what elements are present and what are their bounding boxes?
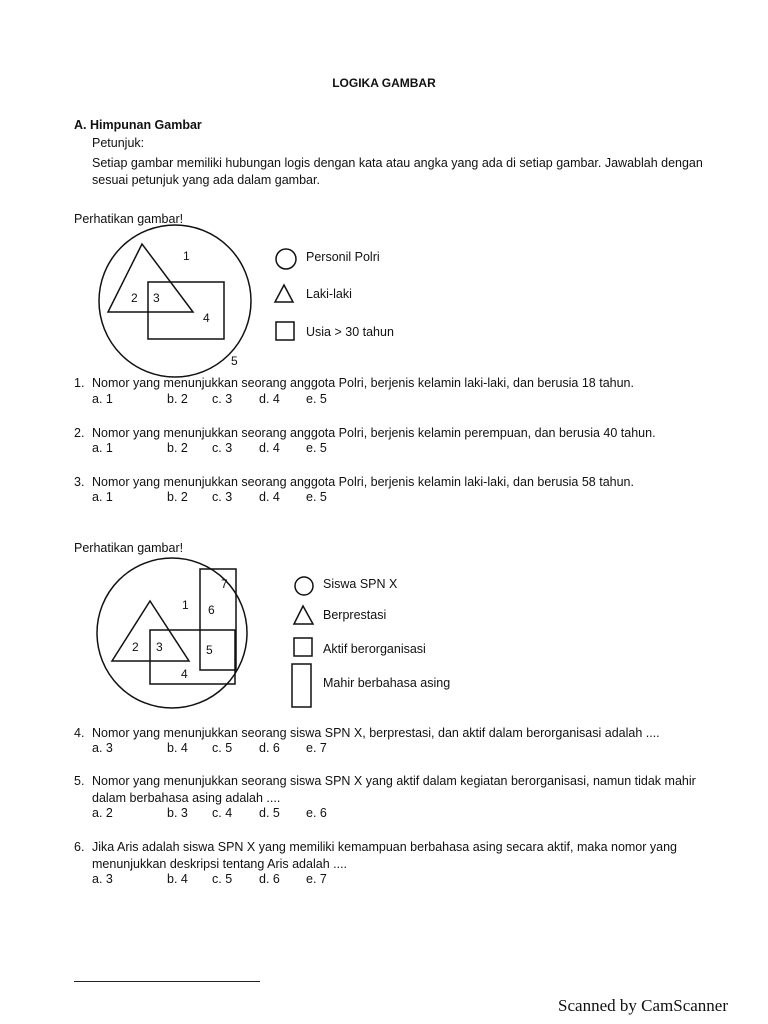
option-c[interactable]: c. 5 [212, 741, 233, 755]
question-text: Nomor yang menunjukkan seorang siswa SPN X yang aktif dalam kegiatan berorganisasi, namun tidak mahir dalam berbahasa asing adalah .... [92, 774, 696, 805]
figure2-prompt: Perhatikan gambar! [74, 541, 184, 555]
option-d[interactable]: d. 5 [259, 806, 280, 820]
option-b[interactable]: b. 2 [167, 490, 188, 504]
option-a[interactable]: a. 3 [92, 741, 113, 755]
region-label: 3 [156, 640, 163, 654]
legend-circle-icon [294, 576, 318, 600]
option-d[interactable]: d. 4 [259, 441, 280, 455]
option-e[interactable]: e. 6 [306, 806, 327, 820]
venn-diagram-1 [90, 233, 290, 373]
question-text: Nomor yang menunjukkan seorang siswa SPN X, berprestasi, dan aktif dalam berorganisasi adalah .... [92, 726, 660, 740]
legend-label: Mahir berbahasa asing [323, 676, 451, 690]
option-c[interactable]: c. 3 [212, 392, 233, 406]
region-label: 2 [131, 291, 138, 305]
question-number: 1. [74, 376, 85, 390]
region-label: 6 [208, 603, 215, 617]
region-label: 3 [153, 291, 160, 305]
region-label: 1 [183, 249, 190, 263]
instruction-text: Setiap gambar memiliki hubungan logis dengan kata atau angka yang ada di setiap gambar. Jawablah dengan sesuai petunjuk yang ada dalam gambar. [92, 156, 703, 187]
question-number: 4. [74, 726, 85, 740]
option-e[interactable]: e. 7 [306, 741, 327, 755]
option-b[interactable]: b. 4 [167, 741, 188, 755]
region-label: 5 [231, 354, 238, 368]
region-label: 2 [132, 640, 139, 654]
option-e[interactable]: e. 7 [306, 872, 327, 886]
option-a[interactable]: a. 1 [92, 441, 113, 455]
legend-triangle-icon [293, 605, 317, 629]
option-d[interactable]: d. 4 [259, 490, 280, 504]
legend-square-icon [275, 321, 299, 345]
venn-diagram-2 [90, 566, 290, 726]
option-e[interactable]: e. 5 [306, 441, 327, 455]
option-d[interactable]: d. 4 [259, 392, 280, 406]
option-e[interactable]: e. 5 [306, 392, 327, 406]
region-label: 1 [182, 598, 189, 612]
figure1-prompt: Perhatikan gambar! [74, 212, 184, 226]
legend-label: Siswa SPN X [323, 577, 398, 591]
legend-tall-rectangle-icon [291, 663, 315, 711]
question-number: 5. [74, 774, 85, 788]
option-b[interactable]: b. 3 [167, 806, 188, 820]
legend-label: Usia > 30 tahun [306, 325, 394, 339]
question-text: Nomor yang menunjukkan seorang anggota Polri, berjenis kelamin laki-laki, dan berusia 18 tahun. [92, 376, 634, 390]
region-label: 5 [206, 643, 213, 657]
option-d[interactable]: d. 6 [259, 872, 280, 886]
option-d[interactable]: d. 6 [259, 741, 280, 755]
legend-label: Aktif berorganisasi [323, 642, 426, 656]
option-c[interactable]: c. 3 [212, 441, 233, 455]
question-number: 3. [74, 475, 85, 489]
option-b[interactable]: b. 2 [167, 392, 188, 406]
option-c[interactable]: c. 5 [212, 872, 233, 886]
option-b[interactable]: b. 4 [167, 872, 188, 886]
option-e[interactable]: e. 5 [306, 490, 327, 504]
option-a[interactable]: a. 2 [92, 806, 113, 820]
region-label: 7 [221, 577, 228, 591]
page-title: LOGIKA GAMBAR [332, 76, 436, 90]
instruction-label: Petunjuk: [92, 136, 145, 150]
option-a[interactable]: a. 1 [92, 392, 113, 406]
question-text: Nomor yang menunjukkan seorang anggota Polri, berjenis kelamin perempuan, dan berusia 40 tahun. [92, 426, 656, 440]
question-text: Jika Aris adalah siswa SPN X yang memiliki kemampuan berbahasa asing secara aktif, maka nomor yang menunjukkan deskripsi tentang Aris adalah .... [92, 840, 677, 871]
legend-label: Laki-laki [306, 287, 352, 301]
triangle-shape [108, 244, 193, 312]
question-text: Nomor yang menunjukkan seorang anggota Polri, berjenis kelamin laki-laki, dan berusia 58 tahun. [92, 475, 634, 489]
option-b[interactable]: b. 2 [167, 441, 188, 455]
question-number: 2. [74, 426, 85, 440]
section-heading: A. Himpunan Gambar [74, 118, 202, 132]
region-label: 4 [203, 311, 210, 325]
legend-circle-icon [275, 248, 299, 272]
option-c[interactable]: c. 4 [212, 806, 233, 820]
legend-label: Personil Polri [306, 250, 380, 264]
option-c[interactable]: c. 3 [212, 490, 233, 504]
scanner-watermark: Scanned by CamScanner [558, 996, 728, 1015]
option-a[interactable]: a. 3 [92, 872, 113, 886]
region-label: 4 [181, 667, 188, 681]
option-a[interactable]: a. 1 [92, 490, 113, 504]
legend-triangle-icon [274, 284, 298, 308]
square-shape [150, 630, 235, 684]
legend-label: Berprestasi [323, 608, 387, 622]
question-number: 6. [74, 840, 85, 854]
circle-shape [99, 225, 251, 377]
footnote-rule [74, 981, 260, 982]
legend-square-icon [293, 637, 317, 661]
